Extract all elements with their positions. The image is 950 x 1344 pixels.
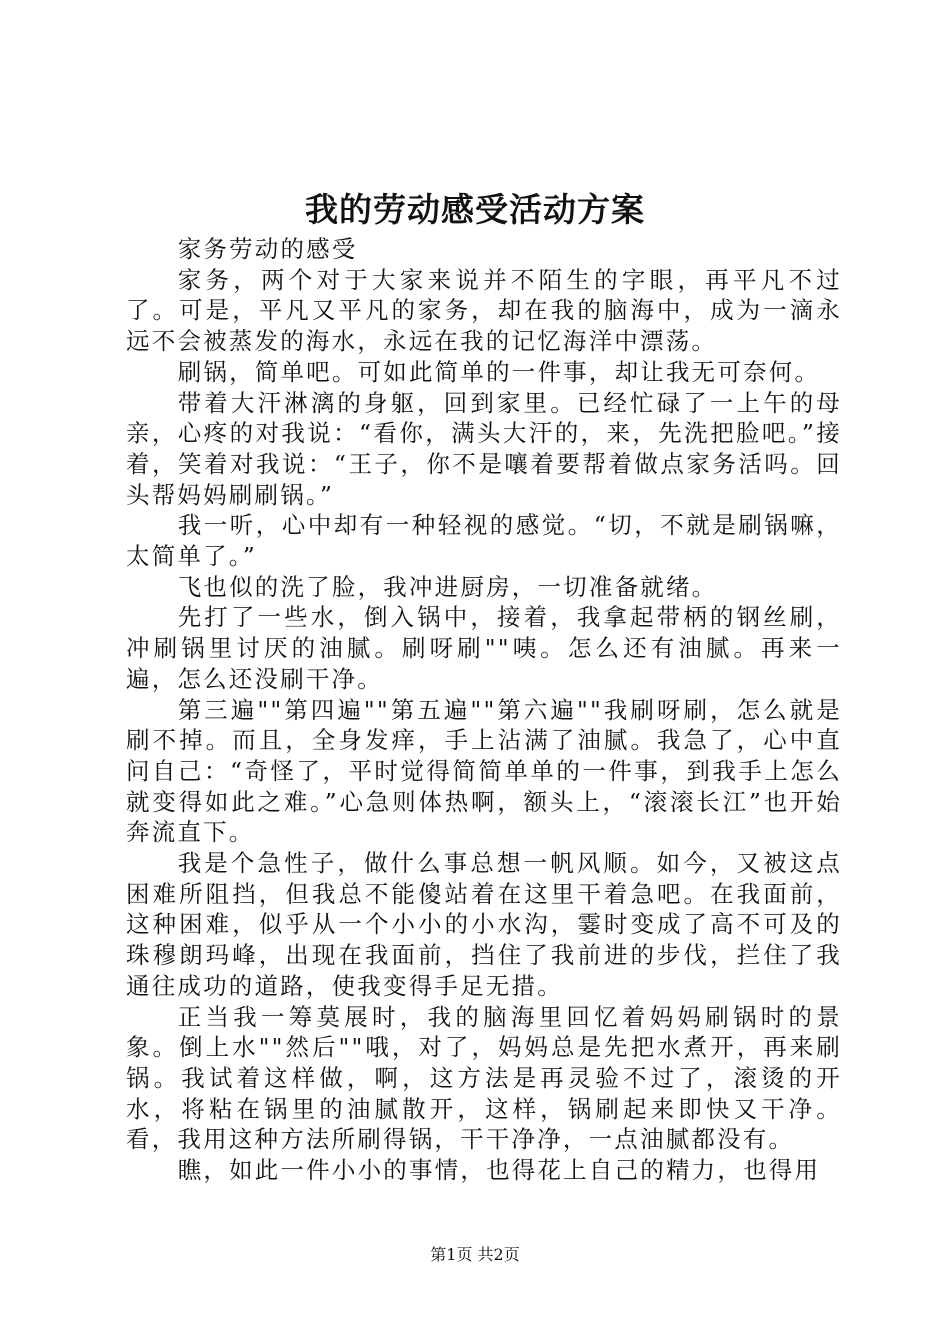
page-footer: 第1页 共2页 <box>430 1245 520 1264</box>
paragraph: 正当我一筹莫展时，我的脑海里回忆着妈妈刷锅时的景象。倒上水""然后""哦，对了，妈妈总是先把水煮开，再来刷锅。我试着这样做，啊，这方法是再灵验不过了，滚烫的开水，将粘在锅里的油腻散开，这样，锅刷起来即快又干净。看，我用这种方法所刷得锅，干干净净，一点油腻都没有。 <box>126 1002 842 1154</box>
paragraph: 我一听，心中却有一种轻视的感觉。“切，不就是刷锅嘛，太简单了。” <box>126 511 842 571</box>
paragraph: 第三遍""第四遍""第五遍""第六遍""我刷呀刷，怎么就是刷不掉。而且，全身发痒，手上沾满了油腻。我急了，心中直问自己：“奇怪了，平时觉得简简单单的一件事，到我手上怎么就变得如此之难。”心急则体热啊，额头上，“滚滚长江”也开始奔流直下。 <box>126 695 842 847</box>
paragraph: 飞也似的洗了脸，我冲进厨房，一切准备就绪。 <box>177 572 718 601</box>
paragraph: 家务劳动的感受 <box>177 235 358 263</box>
page-title: 我的劳动感受活动方案 <box>305 190 645 229</box>
document-body <box>126 234 842 1184</box>
paragraph: 瞧，如此一件小小的事情，也得花上自己的精力，也得用 <box>177 1156 821 1184</box>
paragraph: 先打了一些水，倒入锅中，接着，我拿起带柄的钢丝刷，冲刷锅里讨厌的油腻。刷呀刷""咦。怎么还有油腻。再来一遍，怎么还没刷干净。 <box>126 603 842 693</box>
paragraph: 刷锅，简单吧。可如此简单的一件事，却让我无可奈何。 <box>177 357 821 386</box>
paragraph: 我是个急性子，做什么事总想一帆风顺。如今，又被这点困难所阻挡，但我总不能傻站着在这里干着急吧。在我面前，这种困难，似乎从一个小小的小水沟，霎时变成了高不可及的珠穆朗玛峰，出现在我面前，挡住了我前进的步伐，拦住了我通往成功的道路，使我变得手足无措。 <box>126 849 842 1000</box>
paragraph: 家务，两个对于大家来说并不陌生的字眼，再平凡不过了。可是，平凡又平凡的家务，却在我的脑海中，成为一滴永远不会被蒸发的海水，永远在我的记忆海洋中漂荡。 <box>126 265 842 356</box>
paragraph: 带着大汗淋漓的身躯，回到家里。已经忙碌了一上午的母亲，心疼的对我说：“看你，满头大汗的，来，先洗把脸吧。”接着，笑着对我说：“王子，你不是嚷着要帮着做点家务活吗。回头帮妈妈刷刷锅。” <box>126 388 842 509</box>
